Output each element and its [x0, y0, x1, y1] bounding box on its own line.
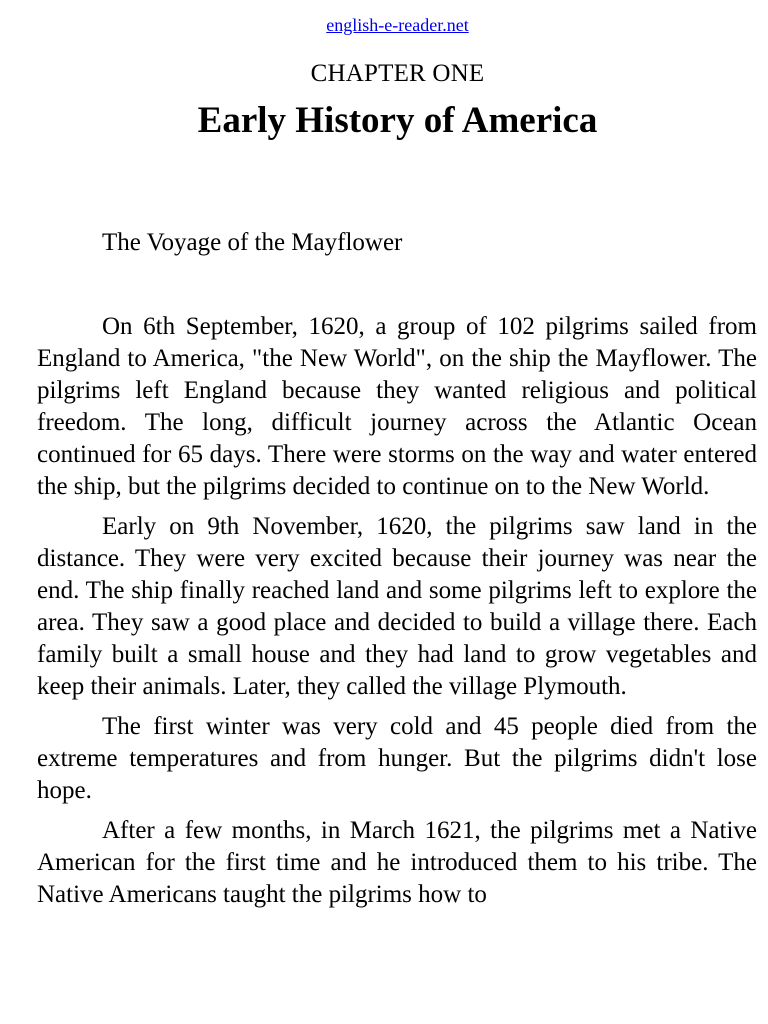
chapter-title: Early History of America	[197, 100, 598, 141]
section-heading: The Voyage of the Mayflower	[102, 229, 403, 256]
paragraph: After a few months, in March 1621, the pilgrims met a Native American for the first time and he introduced them to his tribe. The Native Americans taught the pilgrims how to	[37, 817, 757, 908]
paragraph: On 6th September, 1620, a group of 102 pilgrims sailed from England to America, "the New World", on the ship the Mayflower. The pilgrims left England because they wanted religious and political freedom. The long, difficult journey across the Atlantic Ocean continued for 65 days. There were storms on the way and water entered the ship, but the pilgrims decided to continue on to the New World.	[37, 313, 757, 500]
paragraph: The first winter was very cold and 45 people died from the extreme temperatures and from hunger. But the pilgrims didn't lose hope.	[37, 713, 757, 804]
chapter-label: CHAPTER ONE	[310, 60, 485, 87]
body-text	[37, 311, 757, 919]
site-link[interactable]: english-e-reader.net	[326, 15, 469, 35]
paragraph: Early on 9th November, 1620, the pilgrims saw land in the distance. They were very excited because their journey was near the end. The ship finally reached land and some pilgrims left to explore the area. They saw a good place and decided to build a village there. Each family built a small house and they had land to grow vegetables and keep their animals. Later, they called the village Plymouth.	[37, 513, 757, 700]
